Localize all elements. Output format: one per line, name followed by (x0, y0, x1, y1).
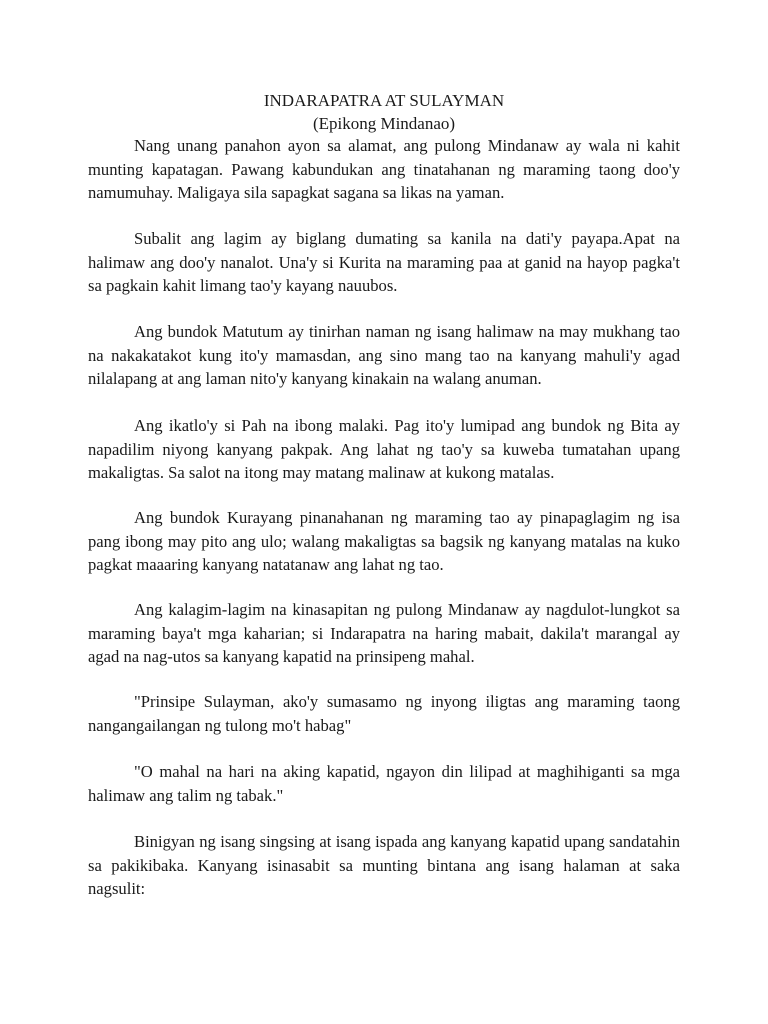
paragraph-5: Ang bundok Kurayang pinanahanan ng maraming tao ay pinapaglagim ng isa pang ibong may pito ang ulo; walang makaligtas sa bagsik ng kanyang matalas na kuko pagkat maaaring kanyang natatanaw ang lahat ng tao. (88, 508, 680, 574)
paragraph-2: Subalit ang lagim ay biglang dumating sa kanila na dati'y payapa.Apat na halimaw ang doo'y nanalot. Una'y si Kurita na maraming paa at ganid na hayop pagka't sa pagkain kahit limang tao'y kayang nauubos. (88, 229, 680, 295)
paragraph-9: Binigyan ng isang singsing at isang ispada ang kanyang kapatid upang sandatahin sa pakikibaka. Kanyang isinasabit sa munting bintana ang isang halaman at saka nagsulit: (88, 832, 680, 898)
paragraph-8: "O mahal na hari na aking kapatid, ngayon din lilipad at maghihiganti sa mga halimaw ang talim ng tabak." (88, 762, 680, 805)
paragraph-7: "Prinsipe Sulayman, ako'y sumasamo ng inyong iligtas ang maraming taong nangangailangan ng tulong mo't habag" (88, 692, 680, 735)
paragraph-3: Ang bundok Matutum ay tinirhan naman ng isang halimaw na may mukhang tao na nakakatakot kung ito'y mamasdan, ang sino mang tao na kanyang mahuli'y agad nilalapang at ang laman nito'y kanyang kinakain na walang anuman. (88, 322, 680, 388)
paragraph-6: Ang kalagim-lagim na kinasapitan ng pulong Mindanaw ay nagdulot-lungkot sa maraming baya't mga kaharian; si Indarapatra na haring mabait, dakila't marangal ay agad na nag-utos sa kanyang kapatid na prinsipeng mahal. (88, 600, 680, 666)
document-title: INDARAPATRA AT SULAYMAN (263, 91, 505, 110)
document-subtitle: (Epikong Mindanao) (312, 114, 456, 133)
paragraph-4: Ang ikatlo'y si Pah na ibong malaki. Pag ito'y lumipad ang bundok ng Bita ay napadilim niyong kanyang pakpak. Ang lahat ng tao'y sa kuweba tumatahan upang makaligtas. Sa salot na itong may matang malinaw at kukong matalas. (88, 416, 680, 482)
paragraph-1: Nang unang panahon ayon sa alamat, ang pulong Mindanaw ay wala ni kahit munting kapatagan. Pawang kabundukan ang tinatahanan ng maraming taong doo'y namumuhay. Maligaya sila sapagkat sagana sa likas na yaman. (88, 136, 680, 202)
